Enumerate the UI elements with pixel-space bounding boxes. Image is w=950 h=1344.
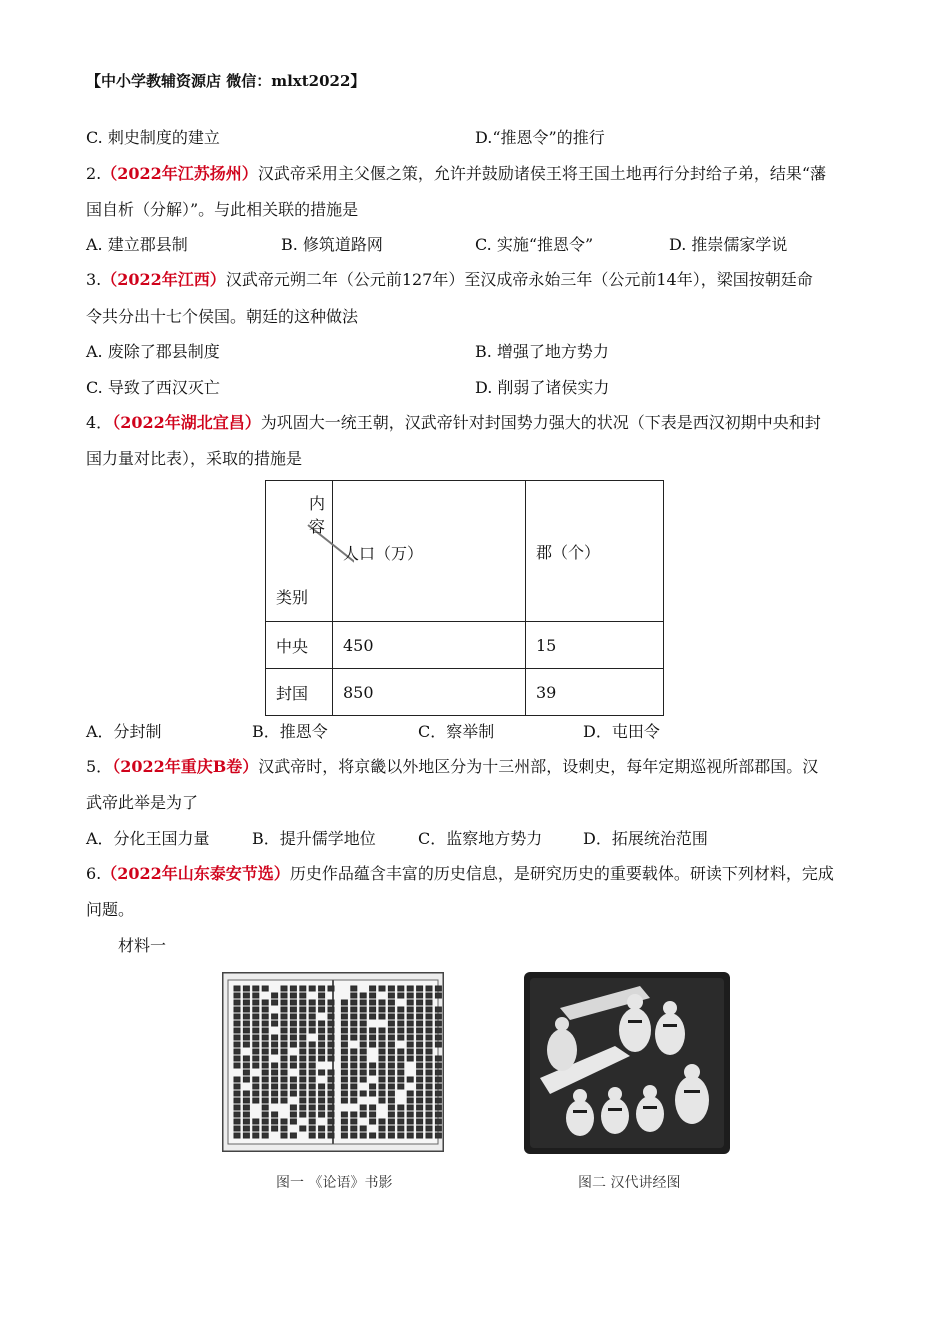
q4-option-c: C．察举制 — [418, 722, 495, 741]
figure-lunyu-book-image — [222, 972, 444, 1152]
q1-option-c: C. 刺史制度的建立 — [86, 128, 220, 147]
figure2-caption: 图二 汉代讲经图 — [578, 1175, 681, 1191]
q1-option-d: D.“推恩令”的推行 — [475, 128, 605, 147]
q5-stem-line1 — [86, 755, 818, 779]
q4-option-b: B．推恩令 — [252, 722, 328, 741]
table-row — [266, 669, 664, 716]
q4-text1: 为巩固大一统王朝，汉武帝针对封国势力强大的状况（下表是西汉初期中央和封 — [260, 413, 821, 432]
q3-option-c: C. 导致了西汉灭亡 — [86, 378, 220, 397]
q4-stem-line2: 国力量对比表），采取的措施是 — [86, 449, 303, 468]
q3-source: （2022年江西） — [101, 270, 226, 289]
q5-option-c: C．监察地方势力 — [418, 829, 543, 848]
q6-source: （2022年山东泰安节选） — [101, 864, 290, 883]
table-cell-population: 450 — [333, 622, 526, 669]
q6-stem-line1 — [86, 862, 834, 886]
q4-source: （2022年湖北宜昌） — [112, 413, 261, 432]
table-row-label: 封国 — [266, 669, 333, 716]
q2-option-c: C. 实施“推恩令” — [475, 235, 594, 254]
q2-option-a: A. 建立郡县制 — [86, 235, 188, 254]
q2-number: 2. — [86, 164, 102, 183]
q5-text1: 汉武帝时，将京畿以外地区分为十三州部，设刺史，每年定期巡视所部郡国。汉 — [258, 757, 819, 776]
table-row-label: 中央 — [266, 622, 333, 669]
q6-stem-line2: 问题。 — [86, 900, 135, 919]
table-row — [266, 622, 664, 669]
q5-option-a: A．分化王国力量 — [86, 829, 210, 848]
q6-number: 6. — [86, 864, 102, 883]
table-header-population: 人口（万） — [333, 481, 526, 622]
q5-number: 5． — [86, 757, 113, 776]
q2-option-d: D. 推崇儒家学说 — [669, 235, 788, 254]
q4-option-d: D．屯田令 — [583, 722, 660, 741]
q3-stem-line1 — [86, 268, 813, 292]
table-header-jun: 郡（个） — [526, 481, 664, 622]
figure1-caption: 图一 《论语》书影 — [276, 1175, 393, 1191]
q5-stem-line2: 武帝此举是为了 — [86, 793, 199, 812]
q2-source: （2022年江苏扬州） — [101, 164, 258, 183]
table-cell-jun: 15 — [526, 622, 664, 669]
q3-option-d: D. 削弱了诸侯实力 — [475, 378, 610, 397]
table-corner-top: 内容 — [309, 494, 326, 536]
q3-text1: 汉武帝元朔二年（公元前127年）至汉成帝永始三年（公元前14年），梁国按朝廷命 — [225, 270, 813, 289]
q6-text1: 历史作品蕴含丰富的历史信息，是研究历史的重要载体。研读下列材料，完成 — [289, 864, 834, 883]
q4-stem-line1 — [86, 411, 821, 435]
q5-source: （2022年重庆B卷） — [112, 757, 259, 776]
q3-stem-line2: 令共分出十七个侯国。朝廷的这种做法 — [86, 307, 359, 326]
table-cell-population: 850 — [333, 669, 526, 716]
q2-stem-line2: 国自析（分解）”。与此相关联的措施是 — [86, 200, 359, 219]
q5-option-b: B．提升儒学地位 — [252, 829, 376, 848]
page-header: 【中小学教辅资源店 微信：mlxt2022】 — [86, 72, 366, 90]
q3-option-a: A. 废除了郡县制度 — [86, 342, 220, 361]
q2-stem-line1 — [86, 162, 826, 186]
q4-option-a: A．分封制 — [86, 722, 162, 741]
table-cell-jun: 39 — [526, 669, 664, 716]
q3-number: 3. — [86, 270, 102, 289]
q5-option-d: D．拓展统治范围 — [583, 829, 708, 848]
material-label: 材料一 — [118, 936, 167, 955]
figure-han-lecture-image — [520, 968, 734, 1158]
table-corner-cell — [266, 481, 333, 622]
q4-number: 4． — [86, 413, 113, 432]
q2-option-b: B. 修筑道路网 — [281, 235, 383, 254]
comparison-table — [265, 480, 664, 716]
q2-text1: 汉武帝采用主父偃之策，允许并鼓励诸侯王将王国土地再行分封给子弟，结果“藩 — [257, 164, 826, 183]
table-corner-bottom: 类别 — [276, 588, 309, 607]
q3-option-b: B. 增强了地方势力 — [475, 342, 609, 361]
